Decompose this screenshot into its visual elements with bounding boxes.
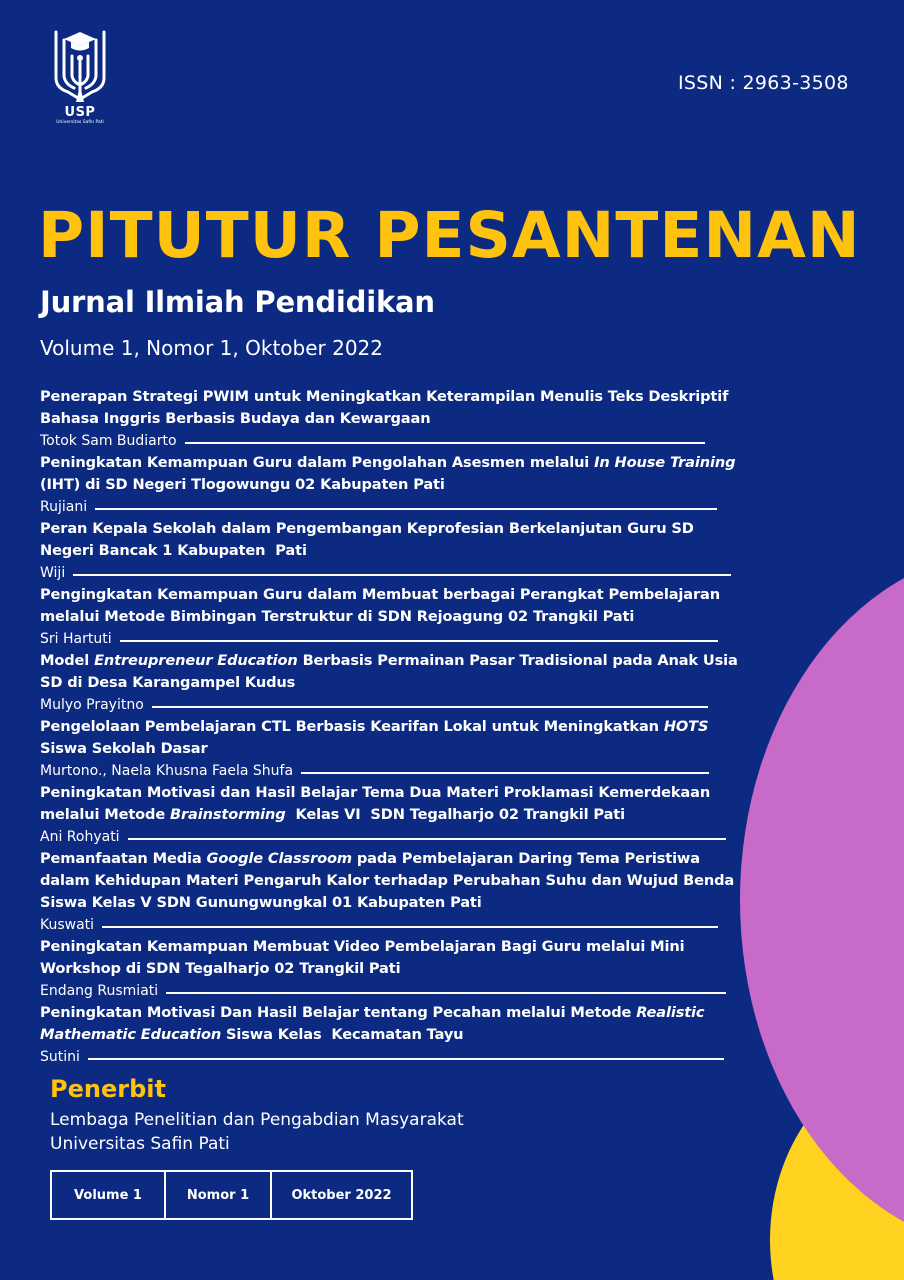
article-entry [40,452,740,518]
article-author: Sri Hartuti [40,631,112,647]
article-entry [40,518,740,584]
article-entry [40,1002,740,1068]
article-title: Peningkatan Kemampuan Membuat Video Pembelajaran Bagi Guru melalui Mini Workshop di SDN Tegalharjo 02 Trangkil Pati [40,938,685,977]
article-author: Rujiani [40,499,88,515]
publisher-heading: Penerbit [50,1075,166,1103]
article-author: Sutini [40,1049,80,1065]
article-entry [40,584,740,650]
article-title: Peningkatan Motivasi dan Hasil Belajar Tema Dua Materi Proklamasi Kemerdekaan melalui Metode Brainstorming Kelas VI SDN Tegalharjo 02 Trangkil Pati [40,784,711,823]
article-entry [40,386,740,452]
logo-abbreviation: USP [64,105,96,120]
article-author: Totok Sam Budiarto [40,433,177,449]
article-author: Wiji [40,565,66,581]
article-title: Penerapan Strategi PWIM untuk Meningkatkan Keterampilan Menulis Teks Deskriptif Bahasa Inggris Berbasis Budaya dan Kewargaan [40,388,729,427]
journal-subtitle: Jurnal Ilmiah Pendidikan [40,285,435,319]
issue-volume: Volume 1 [52,1172,166,1218]
publisher-line-1: Lembaga Penelitian dan Pengabdian Masyarakat [50,1110,464,1130]
article-entry [40,716,740,782]
author-rule [88,1058,724,1060]
author-rule [95,508,717,510]
article-title: Peran Kepala Sekolah dalam Pengembangan Keprofesian Berkelanjutan Guru SD Negeri Bancak 1 Kabupaten Pati [40,520,694,559]
issn-number: ISSN : 2963-3508 [678,72,849,94]
article-author: Murtono., Naela Khusna Faela Shufa [40,763,294,779]
journal-title: PITUTUR PESANTENAN [38,199,861,272]
issue-info-box [50,1170,413,1220]
article-entry [40,936,740,1002]
graduation-book-icon [50,26,110,106]
article-title: Model Entreupreneur Education Berbasis Permainan Pasar Tradisional pada Anak Usia SD di Desa Karangampel Kudus [40,652,738,691]
article-title: Pengingkatan Kemampuan Guru dalam Membuat berbagai Perangkat Pembelajaran melalui Metode Bimbingan Terstruktur di SDN Rejoagung 02 Trangkil Pati [40,586,720,625]
article-title: Pemanfaatan Media Google Classroom pada Pembelajaran Daring Tema Peristiwa dalam Kehidupan Materi Pengaruh Kalor terhadap Perubahan Suhu dan Wujud Benda Siswa Kelas V SDN Gunungwungkal 01 Kabupaten Pati [40,850,735,911]
author-rule [166,992,726,994]
article-title: Pengelolaan Pembelajaran CTL Berbasis Kearifan Lokal untuk Meningkatkan HOTS Siswa Sekolah Dasar [40,718,709,757]
article-title: Peningkatan Motivasi Dan Hasil Belajar tentang Pecahan melalui Metode Realistic Mathematic Education Siswa Kelas Kecamatan Tayu [40,1004,705,1043]
table-of-contents [40,386,740,1068]
author-rule [152,706,708,708]
article-entry [40,782,740,848]
article-entry [40,848,740,936]
article-entry [40,650,740,716]
volume-line: Volume 1, Nomor 1, Oktober 2022 [40,336,383,360]
author-rule [102,926,718,928]
article-author: Ani Rohyati [40,829,120,845]
author-rule [128,838,726,840]
author-rule [120,640,718,642]
logo-university-name: Universitas Safin Pati [56,120,104,125]
issue-date: Oktober 2022 [291,1187,392,1203]
publisher-details [50,1108,464,1156]
article-author: Kuswati [40,917,95,933]
author-rule [185,442,705,444]
article-title: Peningkatan Kemampuan Guru dalam Pengolahan Asesmen melalui In House Training (IHT) di SD Negeri Tlogowungu 02 Kabupaten Pati [40,454,736,493]
article-author: Mulyo Prayitno [40,697,144,713]
publisher-line-2: Universitas Safin Pati [50,1134,230,1154]
usp-logo [46,26,114,136]
article-author: Endang Rusmiati [40,983,159,999]
issue-number: Nomor 1 [166,1172,272,1218]
author-rule [301,772,709,774]
purple-shape [740,550,904,1250]
author-rule [73,574,731,576]
